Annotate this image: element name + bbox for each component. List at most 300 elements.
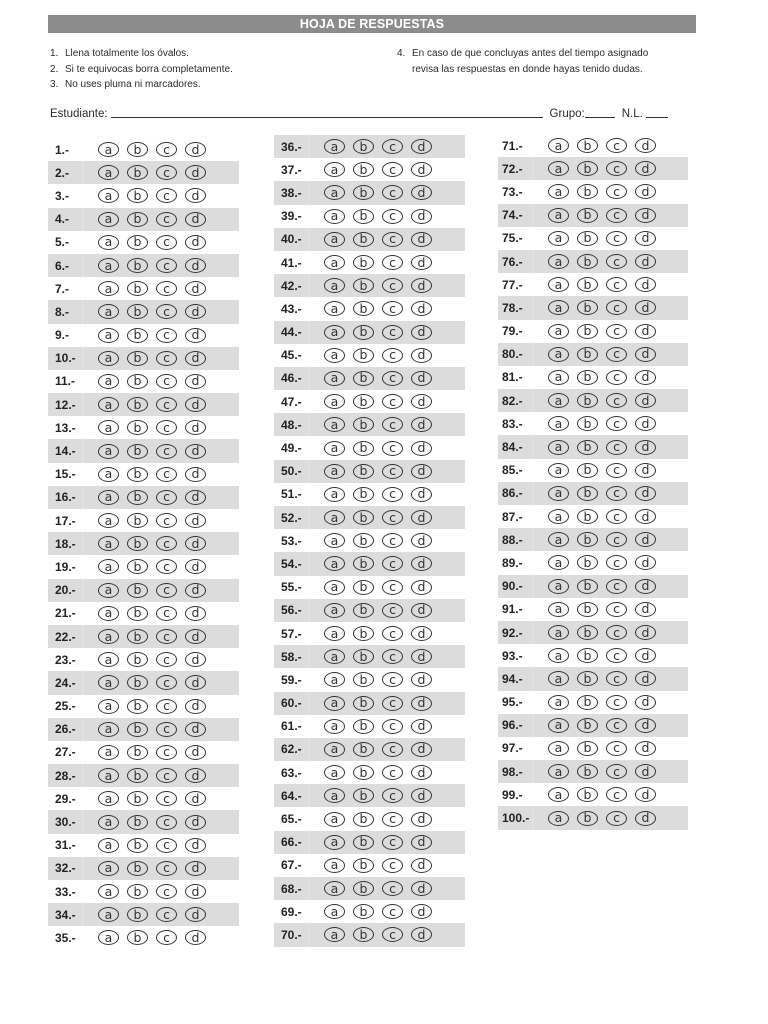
bubble-option-c[interactable]: c [156, 838, 177, 853]
bubble-option-c[interactable]: c [156, 397, 177, 412]
bubble-option-a[interactable]: a [324, 533, 345, 548]
bubble-option-c[interactable]: c [156, 536, 177, 551]
bubble-option-a[interactable]: a [324, 325, 345, 340]
bubble-option-c[interactable]: c [382, 881, 403, 896]
bubble-option-a[interactable]: a [324, 742, 345, 757]
bubble-option-c[interactable]: c [606, 347, 627, 362]
bubble-option-c[interactable]: c [156, 235, 177, 250]
bubble-option-a[interactable]: a [98, 142, 119, 157]
bubble-option-a[interactable]: a [324, 464, 345, 479]
bubble-option-c[interactable]: c [156, 768, 177, 783]
bubble-option-b[interactable]: b [577, 718, 598, 733]
bubble-option-c[interactable]: c [606, 811, 627, 826]
bubble-option-b[interactable]: b [127, 768, 148, 783]
bubble-option-b[interactable]: b [577, 347, 598, 362]
bubble-option-b[interactable]: b [353, 255, 374, 270]
bubble-option-a[interactable]: a [98, 304, 119, 319]
bubble-option-d[interactable]: d [411, 232, 432, 247]
bubble-option-c[interactable]: c [606, 764, 627, 779]
bubble-option-d[interactable]: d [411, 301, 432, 316]
bubble-option-d[interactable]: d [635, 416, 656, 431]
bubble-option-a[interactable]: a [324, 301, 345, 316]
bubble-option-c[interactable]: c [382, 255, 403, 270]
bubble-option-b[interactable]: b [127, 606, 148, 621]
bubble-option-a[interactable]: a [98, 930, 119, 945]
bubble-option-a[interactable]: a [98, 212, 119, 227]
bubble-option-a[interactable]: a [98, 235, 119, 250]
bubble-option-d[interactable]: d [635, 393, 656, 408]
bubble-option-c[interactable]: c [382, 603, 403, 618]
bubble-option-c[interactable]: c [156, 328, 177, 343]
bubble-option-a[interactable]: a [324, 278, 345, 293]
bubble-option-d[interactable]: d [635, 532, 656, 547]
bubble-option-d[interactable]: d [411, 394, 432, 409]
bubble-option-b[interactable]: b [127, 258, 148, 273]
bubble-option-a[interactable]: a [98, 884, 119, 899]
bubble-option-a[interactable]: a [98, 629, 119, 644]
bubble-option-c[interactable]: c [156, 907, 177, 922]
bubble-option-c[interactable]: c [606, 787, 627, 802]
bubble-option-b[interactable]: b [577, 208, 598, 223]
bubble-option-a[interactable]: a [548, 463, 569, 478]
bubble-option-a[interactable]: a [324, 858, 345, 873]
bubble-option-b[interactable]: b [577, 532, 598, 547]
bubble-option-a[interactable]: a [548, 555, 569, 570]
bubble-option-b[interactable]: b [127, 536, 148, 551]
bubble-option-d[interactable]: d [411, 255, 432, 270]
bubble-option-c[interactable]: c [606, 463, 627, 478]
bubble-option-d[interactable]: d [635, 602, 656, 617]
bubble-option-a[interactable]: a [98, 188, 119, 203]
bubble-option-b[interactable]: b [353, 301, 374, 316]
bubble-option-d[interactable]: d [411, 417, 432, 432]
bubble-option-b[interactable]: b [577, 300, 598, 315]
bubble-option-c[interactable]: c [606, 555, 627, 570]
bubble-option-a[interactable]: a [98, 165, 119, 180]
bubble-option-b[interactable]: b [127, 165, 148, 180]
bubble-option-b[interactable]: b [353, 719, 374, 734]
bubble-option-a[interactable]: a [548, 254, 569, 269]
bubble-option-a[interactable]: a [548, 486, 569, 501]
bubble-option-a[interactable]: a [548, 161, 569, 176]
bubble-option-a[interactable]: a [548, 416, 569, 431]
bubble-option-d[interactable]: d [411, 742, 432, 757]
bubble-option-b[interactable]: b [353, 487, 374, 502]
bubble-option-c[interactable]: c [156, 884, 177, 899]
bubble-option-c[interactable]: c [606, 208, 627, 223]
bubble-option-a[interactable]: a [324, 417, 345, 432]
bubble-option-b[interactable]: b [353, 371, 374, 386]
bubble-option-d[interactable]: d [185, 490, 206, 505]
bubble-option-d[interactable]: d [185, 861, 206, 876]
bubble-option-b[interactable]: b [127, 629, 148, 644]
bubble-option-d[interactable]: d [411, 603, 432, 618]
bubble-option-c[interactable]: c [606, 231, 627, 246]
bubble-option-a[interactable]: a [98, 467, 119, 482]
bubble-option-d[interactable]: d [185, 652, 206, 667]
bubble-option-c[interactable]: c [606, 486, 627, 501]
bubble-option-c[interactable]: c [382, 185, 403, 200]
bubble-option-d[interactable]: d [635, 440, 656, 455]
bubble-option-b[interactable]: b [127, 444, 148, 459]
bubble-option-a[interactable]: a [324, 441, 345, 456]
bubble-option-c[interactable]: c [606, 625, 627, 640]
bubble-option-c[interactable]: c [156, 791, 177, 806]
bubble-option-a[interactable]: a [548, 440, 569, 455]
bubble-option-c[interactable]: c [606, 254, 627, 269]
bubble-option-c[interactable]: c [382, 626, 403, 641]
bubble-option-d[interactable]: d [185, 467, 206, 482]
bubble-option-b[interactable]: b [353, 835, 374, 850]
bubble-option-a[interactable]: a [548, 811, 569, 826]
bubble-option-b[interactable]: b [353, 278, 374, 293]
bubble-option-c[interactable]: c [382, 394, 403, 409]
bubble-option-c[interactable]: c [156, 281, 177, 296]
bubble-option-b[interactable]: b [353, 858, 374, 873]
bubble-option-b[interactable]: b [577, 393, 598, 408]
bubble-option-d[interactable]: d [411, 371, 432, 386]
bubble-option-d[interactable]: d [411, 904, 432, 919]
bubble-option-a[interactable]: a [324, 927, 345, 942]
bubble-option-b[interactable]: b [577, 161, 598, 176]
bubble-option-d[interactable]: d [185, 675, 206, 690]
bubble-option-d[interactable]: d [411, 348, 432, 363]
bubble-option-d[interactable]: d [635, 370, 656, 385]
bubble-option-b[interactable]: b [353, 533, 374, 548]
bubble-option-a[interactable]: a [324, 788, 345, 803]
bubble-option-b[interactable]: b [127, 235, 148, 250]
bubble-option-c[interactable]: c [606, 602, 627, 617]
bubble-option-a[interactable]: a [98, 815, 119, 830]
bubble-option-c[interactable]: c [382, 510, 403, 525]
bubble-option-b[interactable]: b [353, 441, 374, 456]
bubble-option-b[interactable]: b [353, 232, 374, 247]
bubble-option-d[interactable]: d [411, 139, 432, 154]
bubble-option-b[interactable]: b [353, 742, 374, 757]
bubble-option-a[interactable]: a [548, 370, 569, 385]
bubble-option-c[interactable]: c [156, 420, 177, 435]
bubble-option-b[interactable]: b [127, 212, 148, 227]
bubble-option-c[interactable]: c [382, 232, 403, 247]
bubble-option-d[interactable]: d [185, 351, 206, 366]
bubble-option-d[interactable]: d [411, 927, 432, 942]
bubble-option-a[interactable]: a [324, 139, 345, 154]
bubble-option-a[interactable]: a [98, 606, 119, 621]
bubble-option-b[interactable]: b [577, 811, 598, 826]
bubble-option-b[interactable]: b [353, 348, 374, 363]
bubble-option-d[interactable]: d [411, 626, 432, 641]
bubble-option-b[interactable]: b [127, 467, 148, 482]
bubble-option-c[interactable]: c [382, 696, 403, 711]
bubble-option-c[interactable]: c [156, 490, 177, 505]
bubble-option-c[interactable]: c [606, 509, 627, 524]
bubble-option-b[interactable]: b [353, 556, 374, 571]
bubble-option-a[interactable]: a [548, 532, 569, 547]
bubble-option-d[interactable]: d [635, 254, 656, 269]
bubble-option-d[interactable]: d [185, 235, 206, 250]
bubble-option-d[interactable]: d [411, 835, 432, 850]
bubble-option-a[interactable]: a [324, 487, 345, 502]
bubble-option-a[interactable]: a [548, 695, 569, 710]
bubble-option-b[interactable]: b [353, 209, 374, 224]
bubble-option-a[interactable]: a [548, 648, 569, 663]
bubble-option-c[interactable]: c [382, 742, 403, 757]
bubble-option-d[interactable]: d [185, 444, 206, 459]
bubble-option-d[interactable]: d [185, 815, 206, 830]
bubble-option-c[interactable]: c [156, 583, 177, 598]
bubble-option-b[interactable]: b [353, 927, 374, 942]
bubble-option-a[interactable]: a [98, 559, 119, 574]
bubble-option-c[interactable]: c [382, 417, 403, 432]
bubble-option-a[interactable]: a [98, 768, 119, 783]
bubble-option-a[interactable]: a [98, 652, 119, 667]
bubble-option-a[interactable]: a [98, 328, 119, 343]
bubble-option-d[interactable]: d [411, 649, 432, 664]
bubble-option-b[interactable]: b [127, 791, 148, 806]
bubble-option-d[interactable]: d [185, 420, 206, 435]
bubble-option-a[interactable]: a [324, 649, 345, 664]
bubble-option-d[interactable]: d [411, 185, 432, 200]
bubble-option-a[interactable]: a [324, 626, 345, 641]
bubble-option-a[interactable]: a [324, 185, 345, 200]
bubble-option-a[interactable]: a [98, 722, 119, 737]
bubble-option-d[interactable]: d [185, 212, 206, 227]
bubble-option-a[interactable]: a [548, 579, 569, 594]
bubble-option-b[interactable]: b [577, 602, 598, 617]
bubble-option-a[interactable]: a [98, 374, 119, 389]
bubble-option-c[interactable]: c [606, 277, 627, 292]
bubble-option-c[interactable]: c [606, 161, 627, 176]
bubble-option-a[interactable]: a [548, 300, 569, 315]
student-name-field[interactable] [111, 105, 543, 118]
bubble-option-d[interactable]: d [185, 606, 206, 621]
bubble-option-b[interactable]: b [127, 838, 148, 853]
bubble-option-c[interactable]: c [382, 278, 403, 293]
bubble-option-d[interactable]: d [411, 719, 432, 734]
bubble-option-d[interactable]: d [185, 328, 206, 343]
bubble-option-b[interactable]: b [127, 884, 148, 899]
bubble-option-d[interactable]: d [635, 555, 656, 570]
bubble-option-d[interactable]: d [635, 718, 656, 733]
bubble-option-b[interactable]: b [353, 580, 374, 595]
bubble-option-c[interactable]: c [156, 142, 177, 157]
bubble-option-d[interactable]: d [185, 629, 206, 644]
bubble-option-d[interactable]: d [635, 741, 656, 756]
bubble-option-b[interactable]: b [127, 652, 148, 667]
bubble-option-b[interactable]: b [127, 420, 148, 435]
bubble-option-c[interactable]: c [606, 532, 627, 547]
bubble-option-b[interactable]: b [353, 139, 374, 154]
bubble-option-b[interactable]: b [127, 699, 148, 714]
bubble-option-c[interactable]: c [382, 371, 403, 386]
bubble-option-a[interactable]: a [548, 184, 569, 199]
bubble-option-d[interactable]: d [635, 671, 656, 686]
bubble-option-c[interactable]: c [156, 304, 177, 319]
bubble-option-c[interactable]: c [382, 788, 403, 803]
bubble-option-b[interactable]: b [353, 649, 374, 664]
bubble-option-c[interactable]: c [156, 351, 177, 366]
bubble-option-b[interactable]: b [577, 648, 598, 663]
bubble-option-b[interactable]: b [353, 881, 374, 896]
bubble-option-a[interactable]: a [98, 861, 119, 876]
bubble-option-a[interactable]: a [324, 162, 345, 177]
bubble-option-c[interactable]: c [606, 718, 627, 733]
bubble-option-c[interactable]: c [156, 467, 177, 482]
bubble-option-a[interactable]: a [548, 602, 569, 617]
bubble-option-b[interactable]: b [353, 904, 374, 919]
bubble-option-d[interactable]: d [185, 281, 206, 296]
bubble-option-b[interactable]: b [127, 281, 148, 296]
bubble-option-c[interactable]: c [382, 927, 403, 942]
bubble-option-d[interactable]: d [635, 625, 656, 640]
bubble-option-b[interactable]: b [353, 394, 374, 409]
bubble-option-a[interactable]: a [324, 672, 345, 687]
bubble-option-a[interactable]: a [548, 324, 569, 339]
bubble-option-a[interactable]: a [98, 907, 119, 922]
bubble-option-d[interactable]: d [635, 208, 656, 223]
bubble-option-c[interactable]: c [156, 675, 177, 690]
bubble-option-c[interactable]: c [382, 162, 403, 177]
bubble-option-a[interactable]: a [98, 745, 119, 760]
bubble-option-d[interactable]: d [411, 672, 432, 687]
bubble-option-d[interactable]: d [411, 765, 432, 780]
bubble-option-d[interactable]: d [411, 464, 432, 479]
bubble-option-b[interactable]: b [127, 328, 148, 343]
bubble-option-d[interactable]: d [185, 930, 206, 945]
bubble-option-c[interactable]: c [156, 513, 177, 528]
bubble-option-d[interactable]: d [635, 138, 656, 153]
bubble-option-a[interactable]: a [324, 348, 345, 363]
bubble-option-d[interactable]: d [185, 699, 206, 714]
bubble-option-c[interactable]: c [606, 416, 627, 431]
bubble-option-b[interactable]: b [127, 513, 148, 528]
bubble-option-b[interactable]: b [127, 722, 148, 737]
bubble-option-c[interactable]: c [606, 324, 627, 339]
bubble-option-a[interactable]: a [324, 394, 345, 409]
bubble-option-a[interactable]: a [548, 741, 569, 756]
bubble-option-a[interactable]: a [548, 231, 569, 246]
bubble-option-b[interactable]: b [353, 672, 374, 687]
bubble-option-b[interactable]: b [577, 787, 598, 802]
bubble-option-c[interactable]: c [156, 606, 177, 621]
bubble-option-b[interactable]: b [353, 626, 374, 641]
bubble-option-d[interactable]: d [185, 513, 206, 528]
bubble-option-b[interactable]: b [127, 559, 148, 574]
bubble-option-a[interactable]: a [324, 881, 345, 896]
bubble-option-c[interactable]: c [156, 861, 177, 876]
bubble-option-d[interactable]: d [411, 162, 432, 177]
bubble-option-c[interactable]: c [382, 765, 403, 780]
bubble-option-d[interactable]: d [185, 907, 206, 922]
bubble-option-c[interactable]: c [382, 904, 403, 919]
bubble-option-b[interactable]: b [127, 675, 148, 690]
bubble-option-b[interactable]: b [577, 625, 598, 640]
bubble-option-c[interactable]: c [606, 440, 627, 455]
bubble-option-b[interactable]: b [127, 374, 148, 389]
bubble-option-a[interactable]: a [324, 765, 345, 780]
bubble-option-c[interactable]: c [156, 444, 177, 459]
bubble-option-b[interactable]: b [353, 603, 374, 618]
bubble-option-a[interactable]: a [98, 699, 119, 714]
bubble-option-d[interactable]: d [185, 722, 206, 737]
bubble-option-b[interactable]: b [127, 304, 148, 319]
bubble-option-c[interactable]: c [382, 649, 403, 664]
bubble-option-a[interactable]: a [98, 536, 119, 551]
bubble-option-a[interactable]: a [98, 351, 119, 366]
bubble-option-a[interactable]: a [324, 232, 345, 247]
bubble-option-a[interactable]: a [324, 510, 345, 525]
bubble-option-b[interactable]: b [353, 325, 374, 340]
bubble-option-d[interactable]: d [635, 161, 656, 176]
bubble-option-a[interactable]: a [324, 904, 345, 919]
bubble-option-c[interactable]: c [156, 559, 177, 574]
bubble-option-c[interactable]: c [156, 165, 177, 180]
bubble-option-b[interactable]: b [127, 142, 148, 157]
bubble-option-a[interactable]: a [548, 509, 569, 524]
bubble-option-b[interactable]: b [577, 184, 598, 199]
bubble-option-d[interactable]: d [411, 812, 432, 827]
bubble-option-c[interactable]: c [382, 441, 403, 456]
bubble-option-d[interactable]: d [635, 486, 656, 501]
bubble-option-b[interactable]: b [577, 324, 598, 339]
bubble-option-a[interactable]: a [548, 277, 569, 292]
bubble-option-c[interactable]: c [606, 579, 627, 594]
bubble-option-a[interactable]: a [548, 718, 569, 733]
bubble-option-b[interactable]: b [127, 397, 148, 412]
bubble-option-a[interactable]: a [98, 583, 119, 598]
bubble-option-a[interactable]: a [324, 371, 345, 386]
bubble-option-b[interactable]: b [127, 745, 148, 760]
bubble-option-a[interactable]: a [98, 675, 119, 690]
bubble-option-b[interactable]: b [353, 696, 374, 711]
bubble-option-b[interactable]: b [353, 162, 374, 177]
bubble-option-b[interactable]: b [577, 138, 598, 153]
bubble-option-b[interactable]: b [353, 464, 374, 479]
bubble-option-b[interactable]: b [577, 370, 598, 385]
bubble-option-b[interactable]: b [577, 486, 598, 501]
bubble-option-d[interactable]: d [411, 556, 432, 571]
bubble-option-d[interactable]: d [185, 142, 206, 157]
bubble-option-c[interactable]: c [606, 138, 627, 153]
bubble-option-a[interactable]: a [324, 812, 345, 827]
bubble-option-b[interactable]: b [577, 277, 598, 292]
bubble-option-c[interactable]: c [382, 556, 403, 571]
bubble-option-d[interactable]: d [185, 768, 206, 783]
bubble-option-c[interactable]: c [606, 695, 627, 710]
bubble-option-b[interactable]: b [577, 463, 598, 478]
bubble-option-c[interactable]: c [156, 212, 177, 227]
bubble-option-c[interactable]: c [606, 393, 627, 408]
bubble-option-a[interactable]: a [324, 209, 345, 224]
bubble-option-b[interactable]: b [353, 185, 374, 200]
bubble-option-d[interactable]: d [185, 165, 206, 180]
bubble-option-c[interactable]: c [382, 812, 403, 827]
bubble-option-d[interactable]: d [635, 579, 656, 594]
bubble-option-b[interactable]: b [577, 579, 598, 594]
bubble-option-b[interactable]: b [577, 555, 598, 570]
bubble-option-d[interactable]: d [411, 881, 432, 896]
bubble-option-c[interactable]: c [382, 325, 403, 340]
bubble-option-d[interactable]: d [185, 258, 206, 273]
bubble-option-d[interactable]: d [411, 788, 432, 803]
bubble-option-a[interactable]: a [98, 490, 119, 505]
bubble-option-b[interactable]: b [353, 765, 374, 780]
bubble-option-c[interactable]: c [156, 745, 177, 760]
bubble-option-a[interactable]: a [98, 258, 119, 273]
bubble-option-a[interactable]: a [548, 625, 569, 640]
bubble-option-a[interactable]: a [324, 556, 345, 571]
bubble-option-c[interactable]: c [156, 930, 177, 945]
